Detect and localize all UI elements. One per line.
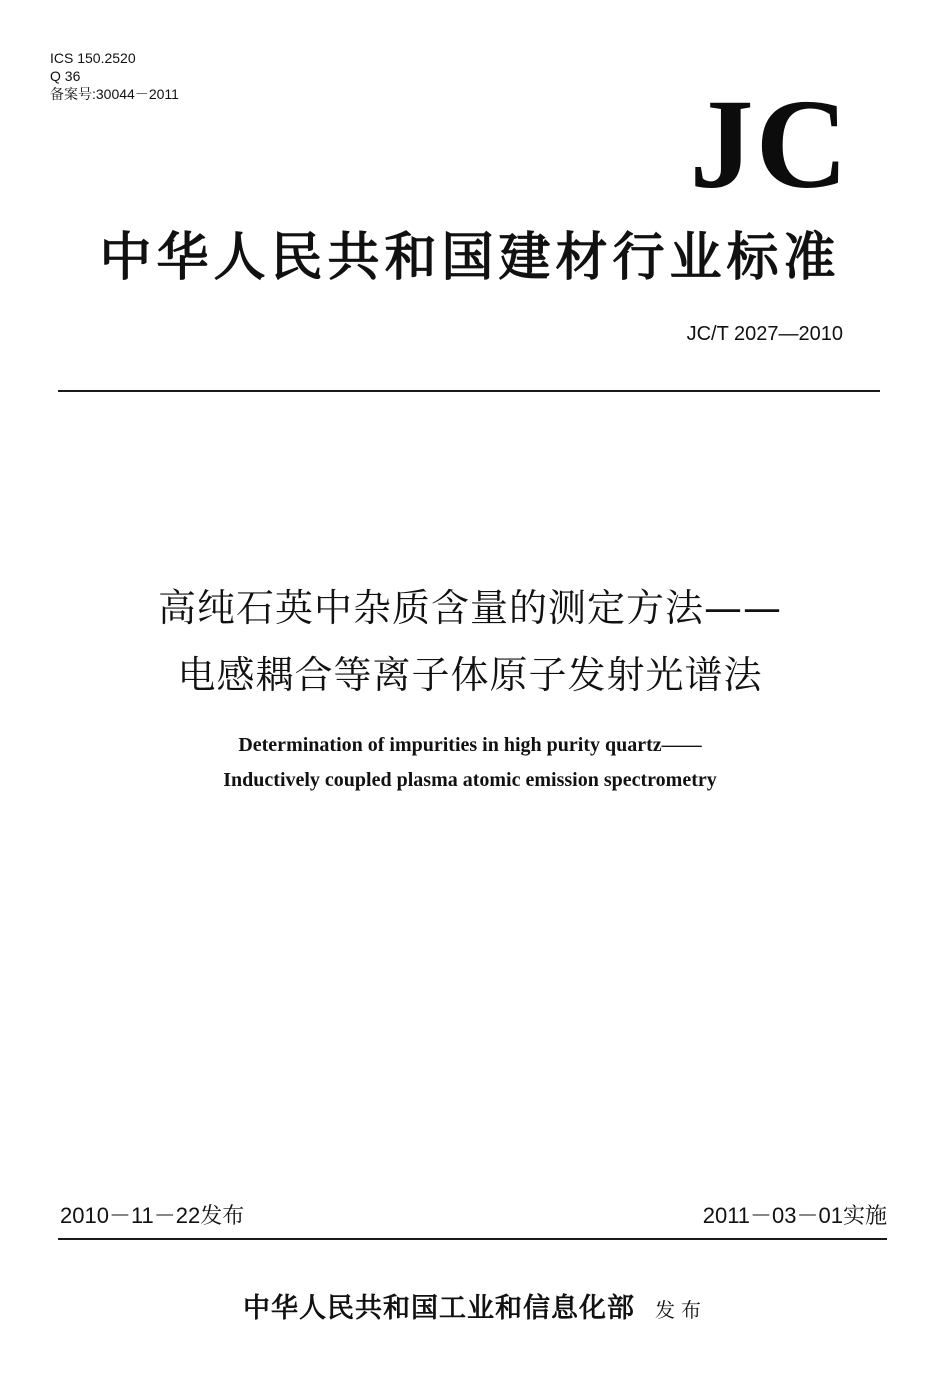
publisher-line [0,1292,950,1327]
title-english-line-1: Determination of impurities in high purity quartz—— [238,734,702,756]
record-number: 备案号:30044－2011 [50,86,179,102]
publisher-action: 发布 [655,1298,707,1322]
jc-logo: JC [689,73,850,215]
title-english-line-2: Inductively coupled plasma atomic emission spectrometry [223,769,717,791]
ics-code: ICS 150.2520 [50,50,136,66]
standard-heading: 中华人民共和国建材行业标准 [99,227,841,288]
title-chinese-line-1: 高纯石英中杂质含量的测定方法—— [157,586,782,630]
issue-date: 2010－11－22发布 [60,1203,245,1228]
effective-date: 2011－03－01实施 [702,1203,887,1228]
publisher-name: 中华人民共和国工业和信息化部 [243,1293,635,1324]
standard-number: JC/T 2027—2010 [686,323,843,345]
top-divider [58,390,880,392]
title-chinese-line-2: 电感耦合等离子体原子发射光谱法 [177,653,763,697]
bottom-divider [58,1238,887,1240]
classification-code: Q 36 [50,68,81,84]
